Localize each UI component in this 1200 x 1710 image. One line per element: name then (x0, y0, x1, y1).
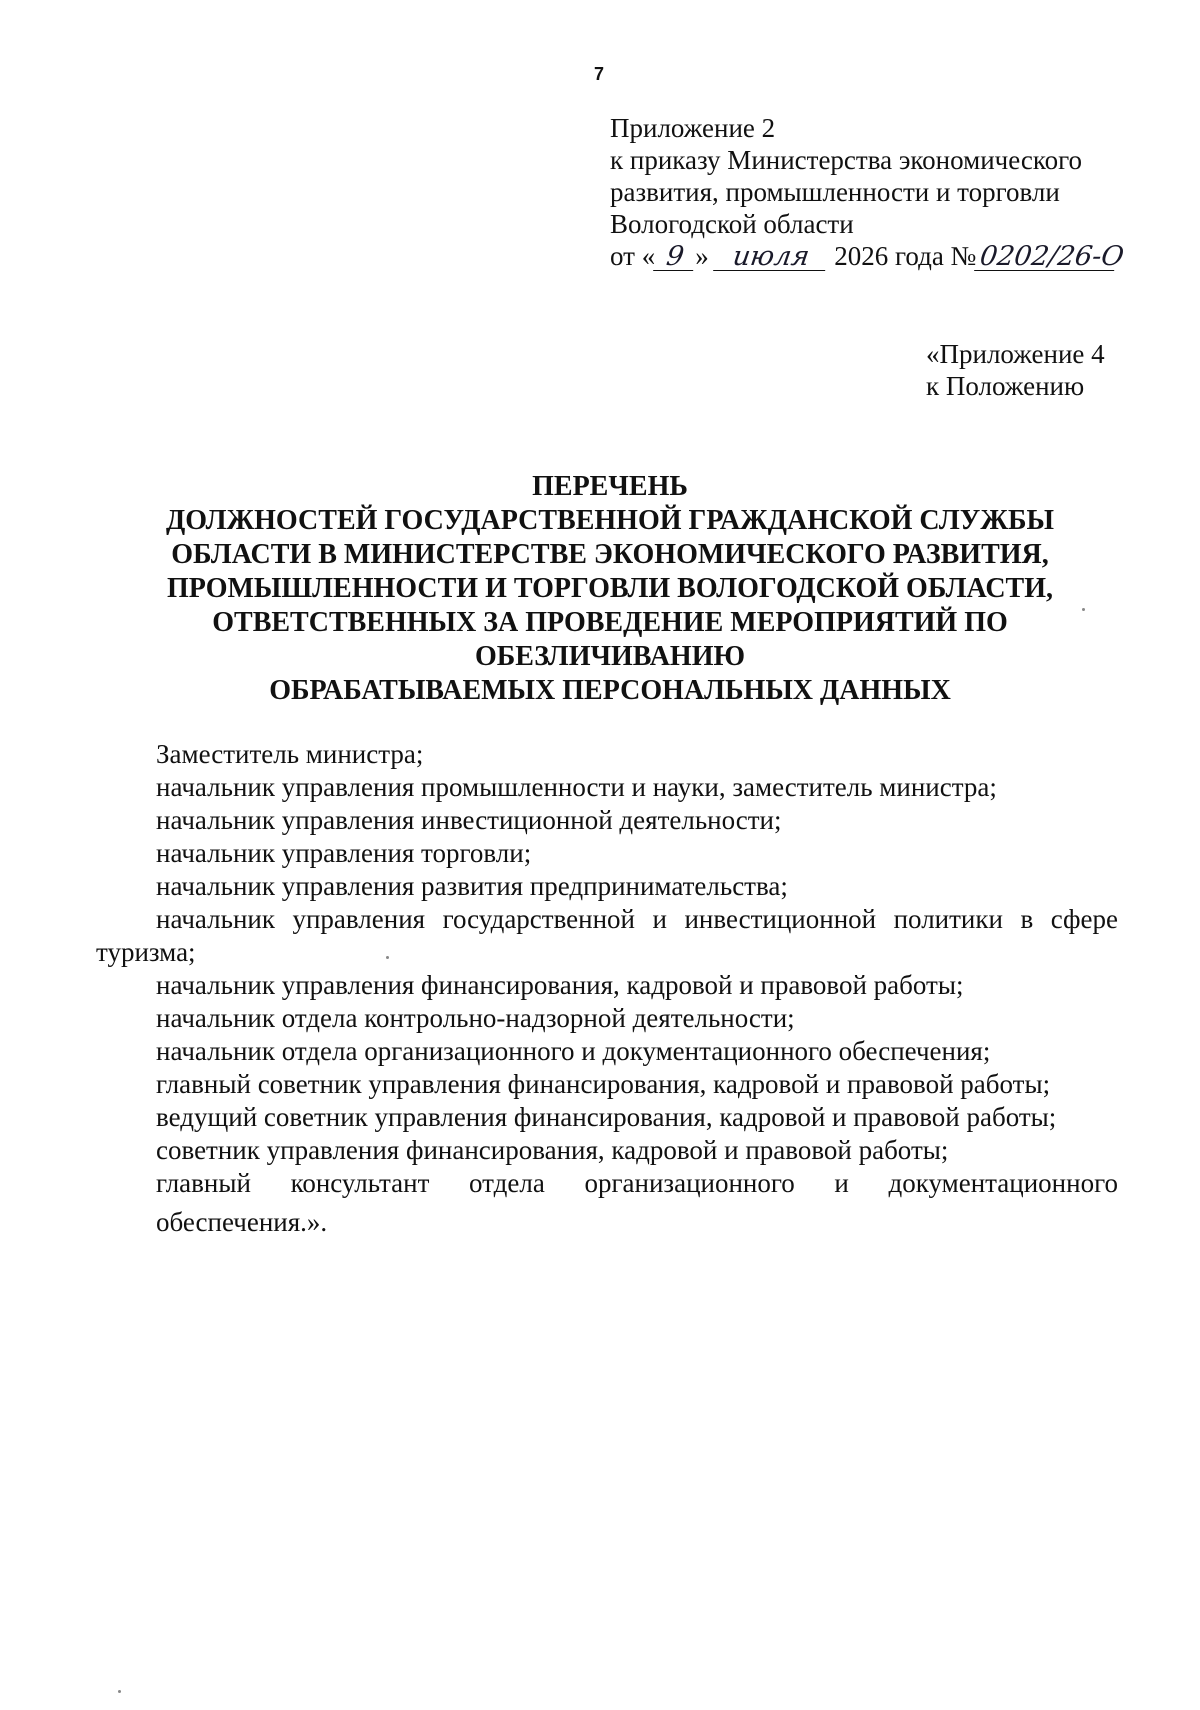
handwritten-order-number: 0202/26-О (974, 244, 1118, 271)
list-item-last (96, 1167, 1118, 1239)
title-line: ОБЕЗЛИЧИВАНИЮ (474, 641, 746, 672)
title-line: ПЕРЕЧЕНЬ (532, 471, 688, 502)
handwritten-month: июля (714, 244, 830, 271)
list-item: ведущий советник управления финансирования, кадровой и правовой работы; (156, 1102, 1057, 1132)
appendix-header (610, 112, 1170, 272)
list-item: Заместитель министра; (156, 739, 424, 769)
appendix-order-line: к приказу Министерства экономического (610, 145, 1083, 175)
last-item-first-line: главный консультант отдела организационного и документационного (156, 1168, 1118, 1198)
scan-speck (386, 956, 389, 959)
scan-speck (1082, 608, 1085, 611)
appendix-region-line: Вологодской области (610, 209, 854, 239)
list-item: главный советник управления финансирования, кадровой и правовой работы; (156, 1069, 1051, 1099)
scan-speck (118, 1690, 121, 1693)
reference-header (926, 338, 1176, 402)
page-number: 7 (594, 64, 605, 84)
list-item: начальник управления инвестиционной деятельности; (156, 805, 782, 835)
last-item-second-line: обеспечения.». (156, 1207, 328, 1237)
appendix-title: Приложение 2 (610, 113, 776, 143)
title-line: ОБРАБАТЫВАЕМЫХ ПЕРСОНАЛЬНЫХ ДАННЫХ (269, 675, 951, 706)
appendix-ministry-line: развития, промышленности и торговли (610, 177, 1060, 207)
list-item: начальник управления финансирования, кадровой и правовой работы; (156, 970, 964, 1000)
order-date-line (610, 240, 1170, 272)
title-line: ОБЛАСТИ В МИНИСТЕРСТВЕ ЭКОНОМИЧЕСКОГО РАЗВИТИЯ, (171, 539, 1049, 570)
list-item: начальник управления промышленности и науки, заместитель министра; (156, 772, 997, 802)
date-prefix: от « (610, 241, 656, 271)
document-title (110, 470, 1110, 708)
title-line: ДОЛЖНОСТЕЙ ГОСУДАРСТВЕННОЙ ГРАЖДАНСКОЙ СЛУЖБЫ (165, 505, 1055, 536)
reference-regulation: к Положению (926, 371, 1085, 401)
reference-appendix: «Приложение 4 (926, 339, 1105, 369)
handwritten-day: 9 (653, 244, 697, 271)
list-item: советник управления финансирования, кадровой и правовой работы; (156, 1135, 949, 1165)
title-line: ОТВЕТСТВЕННЫХ ЗА ПРОВЕДЕНИЕ МЕРОПРИЯТИЙ ПО (212, 607, 1008, 638)
date-year: 2026 года № (834, 241, 977, 271)
list-item: начальник управления государственной и инвестиционной политики в сфере туризма; (96, 904, 1118, 967)
list-item: начальник отдела организационного и документационного обеспечения; (156, 1036, 991, 1066)
date-close-quote: » (695, 241, 709, 271)
list-item: начальник отдела контрольно-надзорной деятельности; (156, 1003, 795, 1033)
list-item: начальник управления торговли; (156, 838, 532, 868)
title-line: ПРОМЫШЛЕННОСТИ И ТОРГОВЛИ ВОЛОГОДСКОЙ ОБЛАСТИ, (167, 573, 1053, 604)
list-item: начальник управления развития предпринимательства; (156, 871, 788, 901)
positions-list (96, 738, 1118, 1239)
